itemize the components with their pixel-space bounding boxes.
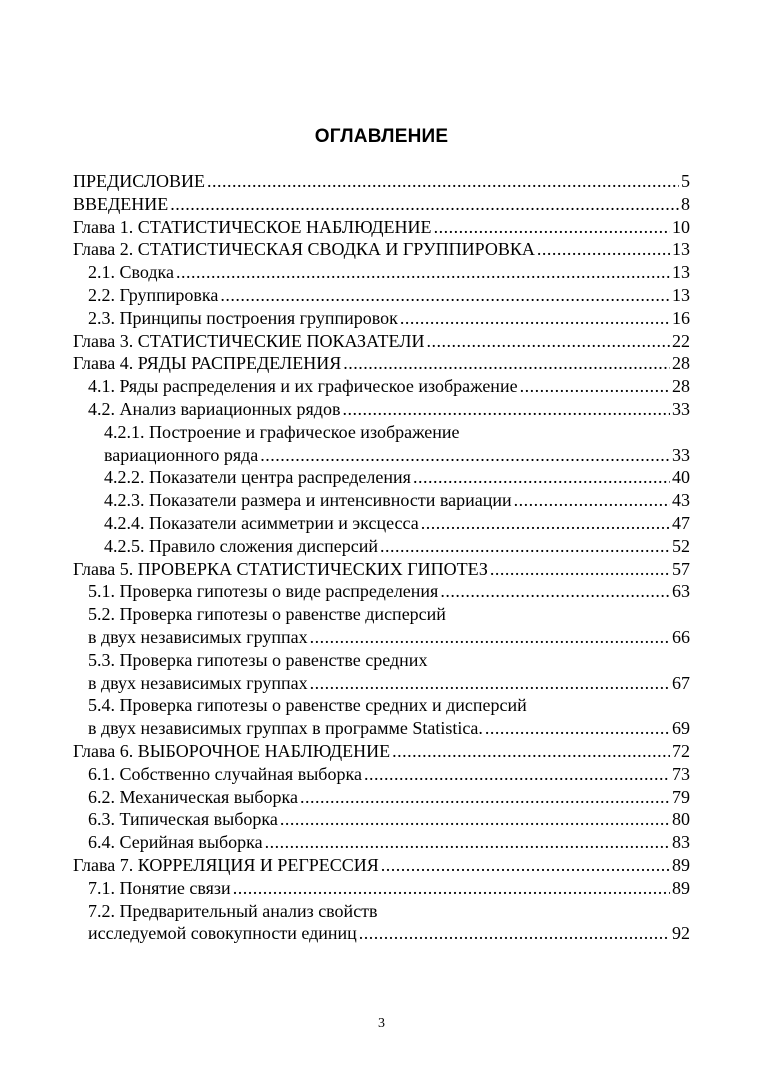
toc-entry-page: 72 <box>672 740 690 761</box>
toc-entry-title: Глава 1. СТАТИСТИЧЕСКОЕ НАБЛЮДЕНИЕ <box>73 216 432 237</box>
toc-entry-page: 28 <box>672 353 690 374</box>
toc-entry-title: 4.1. Ряды распределения и их графическое изображение <box>88 376 518 397</box>
toc-entry <box>73 512 690 535</box>
toc-entry <box>73 216 690 239</box>
toc-entry-title: в двух независимых группах <box>88 672 308 693</box>
page-number: 3 <box>378 1016 385 1031</box>
toc-entry-page: 89 <box>672 854 690 875</box>
toc-dot-leader <box>520 375 670 398</box>
toc-entry <box>73 444 690 467</box>
toc-entry-title: Глава 3. СТАТИСТИЧЕСКИЕ ПОКАЗАТЕЛИ <box>73 330 425 351</box>
toc-entry <box>73 808 690 831</box>
toc-entry-page: 43 <box>672 490 690 511</box>
toc-entry-page: 10 <box>672 216 690 237</box>
toc-entry-title: исследуемой совокупности единиц <box>88 923 357 944</box>
toc-entry-page: 52 <box>672 535 690 556</box>
toc-entry <box>73 626 690 649</box>
toc-entry-title: 6.1. Собственно случайная выборка <box>88 763 362 784</box>
toc-dot-leader <box>380 535 670 558</box>
toc-entry-page: 13 <box>672 239 690 260</box>
toc-entry <box>73 672 690 695</box>
toc-entry-page: 73 <box>672 763 690 784</box>
toc-entry-title: 7.2. Предварительный анализ свойств <box>88 900 378 921</box>
toc-entry-title: 6.2. Механическая выборка <box>88 786 298 807</box>
toc-entry <box>73 786 690 809</box>
toc-dot-leader <box>392 740 670 763</box>
toc-entry-page: 80 <box>672 809 690 830</box>
toc-entry <box>73 398 690 421</box>
table-of-contents <box>73 170 690 945</box>
toc-entry <box>73 489 690 512</box>
toc-entry-title: вариационного ряда <box>104 444 259 465</box>
toc-dot-leader <box>413 466 670 489</box>
toc-entry <box>73 307 690 330</box>
toc-entry <box>73 922 690 945</box>
toc-entry <box>73 717 690 740</box>
toc-entry-title: Глава 6. ВЫБОРОЧНОЕ НАБЛЮДЕНИЕ <box>73 740 391 761</box>
toc-entry <box>73 603 690 626</box>
toc-entry <box>73 170 690 193</box>
toc-entry-title: 4.2.3. Показатели размера и интенсивности вариации <box>104 490 512 511</box>
toc-dot-leader <box>490 558 670 581</box>
toc-dot-leader <box>310 626 670 649</box>
toc-entry <box>73 558 690 581</box>
toc-dot-leader <box>260 444 670 467</box>
toc-entry-title: 2.1. Сводка <box>88 262 174 283</box>
toc-entry-page: 47 <box>672 512 690 533</box>
toc-entry-title: 6.3. Типическая выборка <box>88 809 278 830</box>
toc-entry-page: 40 <box>672 467 690 488</box>
toc-entry-title: 2.3. Принципы построения группировок <box>88 307 398 328</box>
toc-entry <box>73 740 690 763</box>
toc-entry <box>73 649 690 672</box>
toc-dot-leader <box>537 238 670 261</box>
toc-entry-title: ВВЕДЕНИЕ <box>73 193 169 214</box>
toc-entry-page: 33 <box>672 398 690 419</box>
toc-entry-page: 22 <box>672 330 690 351</box>
toc-entry-page: 13 <box>672 284 690 305</box>
toc-entry <box>73 330 690 353</box>
toc-dot-leader <box>280 808 670 831</box>
page-title: ОГЛАВЛЕНИЕ <box>314 126 449 147</box>
toc-dot-leader <box>220 284 670 307</box>
toc-entry-title: Глава 5. ПРОВЕРКА СТАТИСТИЧЕСКИХ ГИПОТЕЗ <box>73 558 488 579</box>
toc-entry <box>73 352 690 375</box>
toc-entry-page: 67 <box>672 672 690 693</box>
toc-entry-title: Глава 2. СТАТИСТИЧЕСКАЯ СВОДКА И ГРУППИРОВКА <box>73 239 535 260</box>
toc-entry-page: 13 <box>672 262 690 283</box>
toc-dot-leader <box>300 786 670 809</box>
toc-entry-title: 4.2.2. Показатели центра распределения <box>104 467 411 488</box>
toc-entry-title: 4.2. Анализ вариационных рядов <box>88 398 341 419</box>
toc-entry-title: 5.1. Проверка гипотезы о виде распределения <box>88 581 439 602</box>
toc-entry-page: 89 <box>672 877 690 898</box>
toc-entry-title: в двух независимых группах <box>88 626 308 647</box>
toc-entry-page: 28 <box>672 376 690 397</box>
toc-dot-leader <box>514 489 670 512</box>
toc-entry-title: Глава 4. РЯДЫ РАСПРЕДЕЛЕНИЯ <box>73 353 342 374</box>
toc-entry-title: 2.2. Группировка <box>88 284 219 305</box>
toc-entry <box>73 900 690 923</box>
toc-entry-page: 69 <box>672 718 690 739</box>
toc-dot-leader <box>207 170 679 193</box>
toc-entry-page: 92 <box>672 923 690 944</box>
toc-entry <box>73 238 690 261</box>
toc-dot-leader <box>434 216 670 239</box>
toc-entry <box>73 375 690 398</box>
toc-dot-leader <box>342 398 670 421</box>
toc-entry-page: 16 <box>672 307 690 328</box>
toc-entry-page: 33 <box>672 444 690 465</box>
toc-entry <box>73 580 690 603</box>
toc-entry-title: 4.2.5. Правило сложения дисперсий <box>104 535 379 556</box>
toc-entry-page: 57 <box>672 558 690 579</box>
toc-dot-leader <box>176 261 670 284</box>
toc-entry-title: 4.2.4. Показатели асимметрии и эксцесса <box>104 512 419 533</box>
toc-entry-page: 8 <box>681 193 690 214</box>
toc-entry <box>73 284 690 307</box>
toc-entry-page: 83 <box>672 832 690 853</box>
toc-entry <box>73 854 690 877</box>
toc-entry <box>73 535 690 558</box>
toc-entry-title: ПРЕДИСЛОВИЕ <box>73 171 206 191</box>
toc-entry-title: Глава 7. КОРРЕЛЯЦИЯ И РЕГРЕССИЯ <box>73 854 379 875</box>
toc-entry-page: 66 <box>672 626 690 647</box>
toc-dot-leader <box>381 854 670 877</box>
toc-entry-page: 5 <box>681 171 690 191</box>
toc-entry-title: 5.3. Проверка гипотезы о равенстве средних <box>88 649 428 670</box>
toc-dot-leader <box>170 193 679 216</box>
toc-entry <box>73 261 690 284</box>
toc-entry <box>73 831 690 854</box>
toc-dot-leader <box>440 580 670 603</box>
toc-dot-leader <box>233 877 670 900</box>
toc-entry-title: 7.1. Понятие связи <box>88 877 231 898</box>
toc-entry-title: в двух независимых группах в программе Statistica. <box>88 718 483 739</box>
toc-dot-leader <box>426 330 670 353</box>
toc-entry-title: 5.2. Проверка гипотезы о равенстве дисперсий <box>88 604 446 625</box>
toc-dot-leader <box>359 922 670 945</box>
toc-entry <box>73 193 690 216</box>
toc-dot-leader <box>364 763 670 786</box>
toc-entry <box>73 877 690 900</box>
toc-entry-title: 4.2.1. Построение и графическое изображение <box>104 421 460 442</box>
toc-entry-page: 79 <box>672 786 690 807</box>
toc-dot-leader <box>310 672 670 695</box>
toc-dot-leader <box>421 512 670 535</box>
toc-entry-page: 63 <box>672 581 690 602</box>
toc-entry <box>73 466 690 489</box>
toc-dot-leader <box>343 352 670 375</box>
toc-dot-leader <box>265 831 670 854</box>
toc-entry <box>73 694 690 717</box>
toc-dot-leader <box>485 717 670 740</box>
toc-entry <box>73 763 690 786</box>
toc-entry <box>73 421 690 444</box>
toc-entry-title: 5.4. Проверка гипотезы о равенстве средних и дисперсий <box>88 695 527 716</box>
toc-dot-leader <box>400 307 670 330</box>
toc-entry-title: 6.4. Серийная выборка <box>88 832 263 853</box>
